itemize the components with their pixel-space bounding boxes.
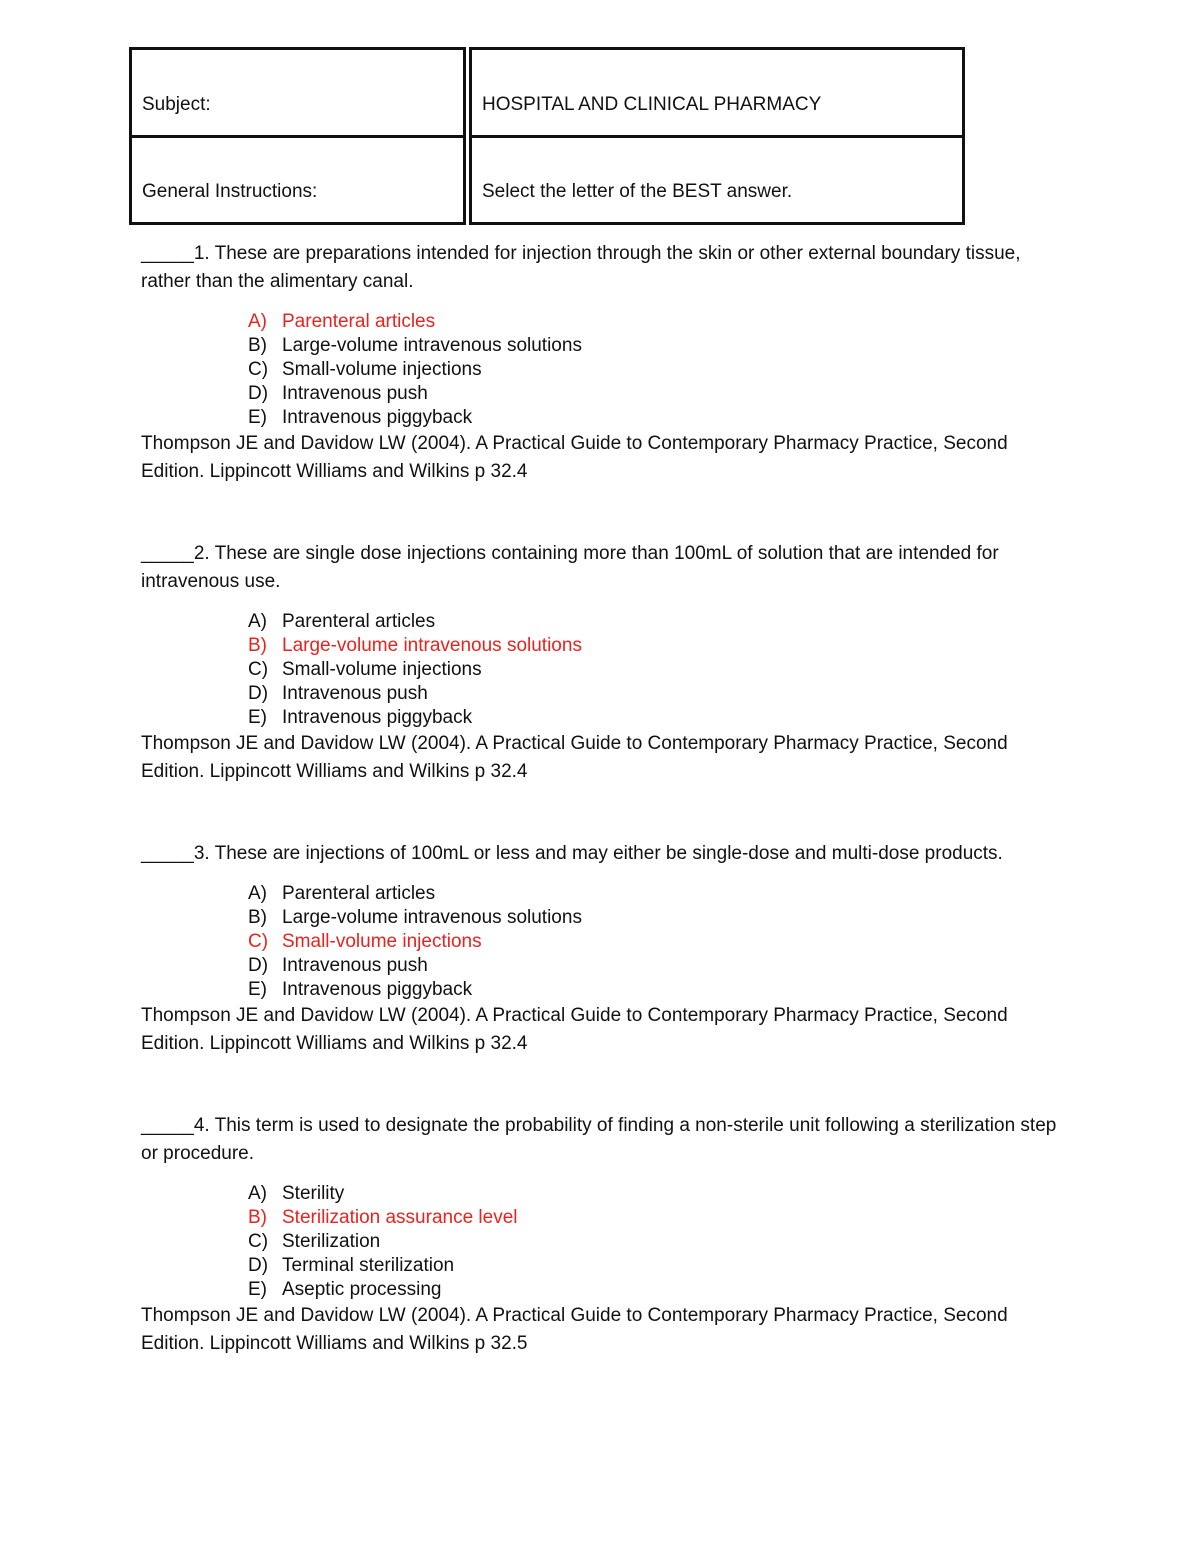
instructions-label-cell [129,135,466,225]
choice-letter: D) [248,955,269,976]
choice-letter: A) [248,883,267,904]
choice-text: Intravenous push [282,383,428,404]
choice-letter: E) [248,707,267,728]
choice-text: Small-volume injections [282,659,482,680]
choice-letter: A) [248,311,267,332]
choice-text: Intravenous push [282,683,428,704]
choice-d [248,382,1061,406]
choice-c [248,658,1061,682]
choice-e [248,406,1061,430]
choice-e [248,978,1061,1002]
choice-letter: C) [248,659,269,680]
choice-text: Parenteral articles [282,883,436,904]
question-2 [141,540,1061,786]
instructions-label: General Instructions: [142,181,318,202]
instructions-value-cell [469,135,965,225]
choice-text: Aseptic processing [282,1279,442,1300]
header-table [129,47,965,225]
choice-a [248,882,1061,906]
reference: Thompson JE and Davidow LW (2004). A Practical Guide to Contemporary Pharmacy Practice, Second Edition. Lippincott Williams and Wilkins p 32.5 [141,1305,1008,1354]
choice-c [248,1230,1061,1254]
reference: Thompson JE and Davidow LW (2004). A Practical Guide to Contemporary Pharmacy Practice, Second Edition. Lippincott Williams and Wilkins p 32.4 [141,1005,1008,1054]
choice-letter: A) [248,611,267,632]
choice-letter: D) [248,683,269,704]
question-1 [141,240,1061,486]
subject-value: HOSPITAL AND CLINICAL PHARMACY [482,93,822,115]
choice-letter: C) [248,359,269,380]
choice-text: Sterilization assurance level [282,1207,518,1228]
reference: Thompson JE and Davidow LW (2004). A Practical Guide to Contemporary Pharmacy Practice, Second Edition. Lippincott Williams and Wilkins p 32.4 [141,433,1008,482]
choice-d [248,954,1061,978]
choice-a [248,610,1061,634]
questions-list [141,240,1061,1412]
choice-a [248,310,1061,334]
choice-text: Large-volume intravenous solutions [282,907,582,928]
choice-text: Sterilization [282,1231,381,1252]
choice-list [141,882,1061,1002]
choice-text: Terminal sterilization [282,1255,455,1276]
choice-d [248,1254,1061,1278]
choice-d [248,682,1061,706]
choice-text: Intravenous piggyback [282,707,473,728]
choice-b [248,1206,1061,1230]
choice-text: Large-volume intravenous solutions [282,335,582,356]
choice-list [141,310,1061,430]
reference: Thompson JE and Davidow LW (2004). A Practical Guide to Contemporary Pharmacy Practice, Second Edition. Lippincott Williams and Wilkins p 32.4 [141,733,1008,782]
question-4 [141,1112,1061,1358]
choice-letter: C) [248,931,269,952]
subject-label: Subject: [142,93,211,115]
choice-text: Intravenous piggyback [282,407,473,428]
question-stem: _____1. These are preparations intended for injection through the skin or other external boundary tissue, rather than the alimentary canal. [141,243,1021,292]
choice-letter: A) [248,1183,267,1204]
choice-letter: B) [248,635,267,656]
choice-letter: B) [248,907,267,928]
question-stem: _____4. This term is used to designate the probability of finding a non-sterile unit following a sterilization step or procedure. [141,1115,1057,1164]
subject-label-cell [129,47,466,138]
choice-letter: E) [248,1279,267,1300]
choice-list [141,1182,1061,1302]
choice-letter: E) [248,407,267,428]
instructions-value: Select the letter of the BEST answer. [482,181,793,202]
choice-text: Parenteral articles [282,611,436,632]
subject-value-cell [469,47,965,138]
question-stem: _____3. These are injections of 100mL or less and may either be single-dose and multi-dose products. [141,843,1003,864]
choice-letter: E) [248,979,267,1000]
question-3 [141,840,1061,1058]
choice-a [248,1182,1061,1206]
choice-text: Sterility [282,1183,345,1204]
choice-text: Small-volume injections [282,359,482,380]
question-stem: _____2. These are single dose injections containing more than 100mL of solution that are intended for intravenous use. [141,543,999,592]
choice-letter: D) [248,383,269,404]
choice-text: Intravenous piggyback [282,979,473,1000]
choice-e [248,706,1061,730]
choice-text: Intravenous push [282,955,428,976]
choice-c [248,358,1061,382]
choice-e [248,1278,1061,1302]
choice-list [141,610,1061,730]
choice-letter: B) [248,335,267,356]
choice-b [248,906,1061,930]
choice-b [248,334,1061,358]
choice-letter: B) [248,1207,267,1228]
choice-c [248,930,1061,954]
choice-text: Large-volume intravenous solutions [282,635,582,656]
choice-letter: C) [248,1231,269,1252]
choice-text: Parenteral articles [282,311,436,332]
choice-letter: D) [248,1255,269,1276]
choice-b [248,634,1061,658]
choice-text: Small-volume injections [282,931,482,952]
